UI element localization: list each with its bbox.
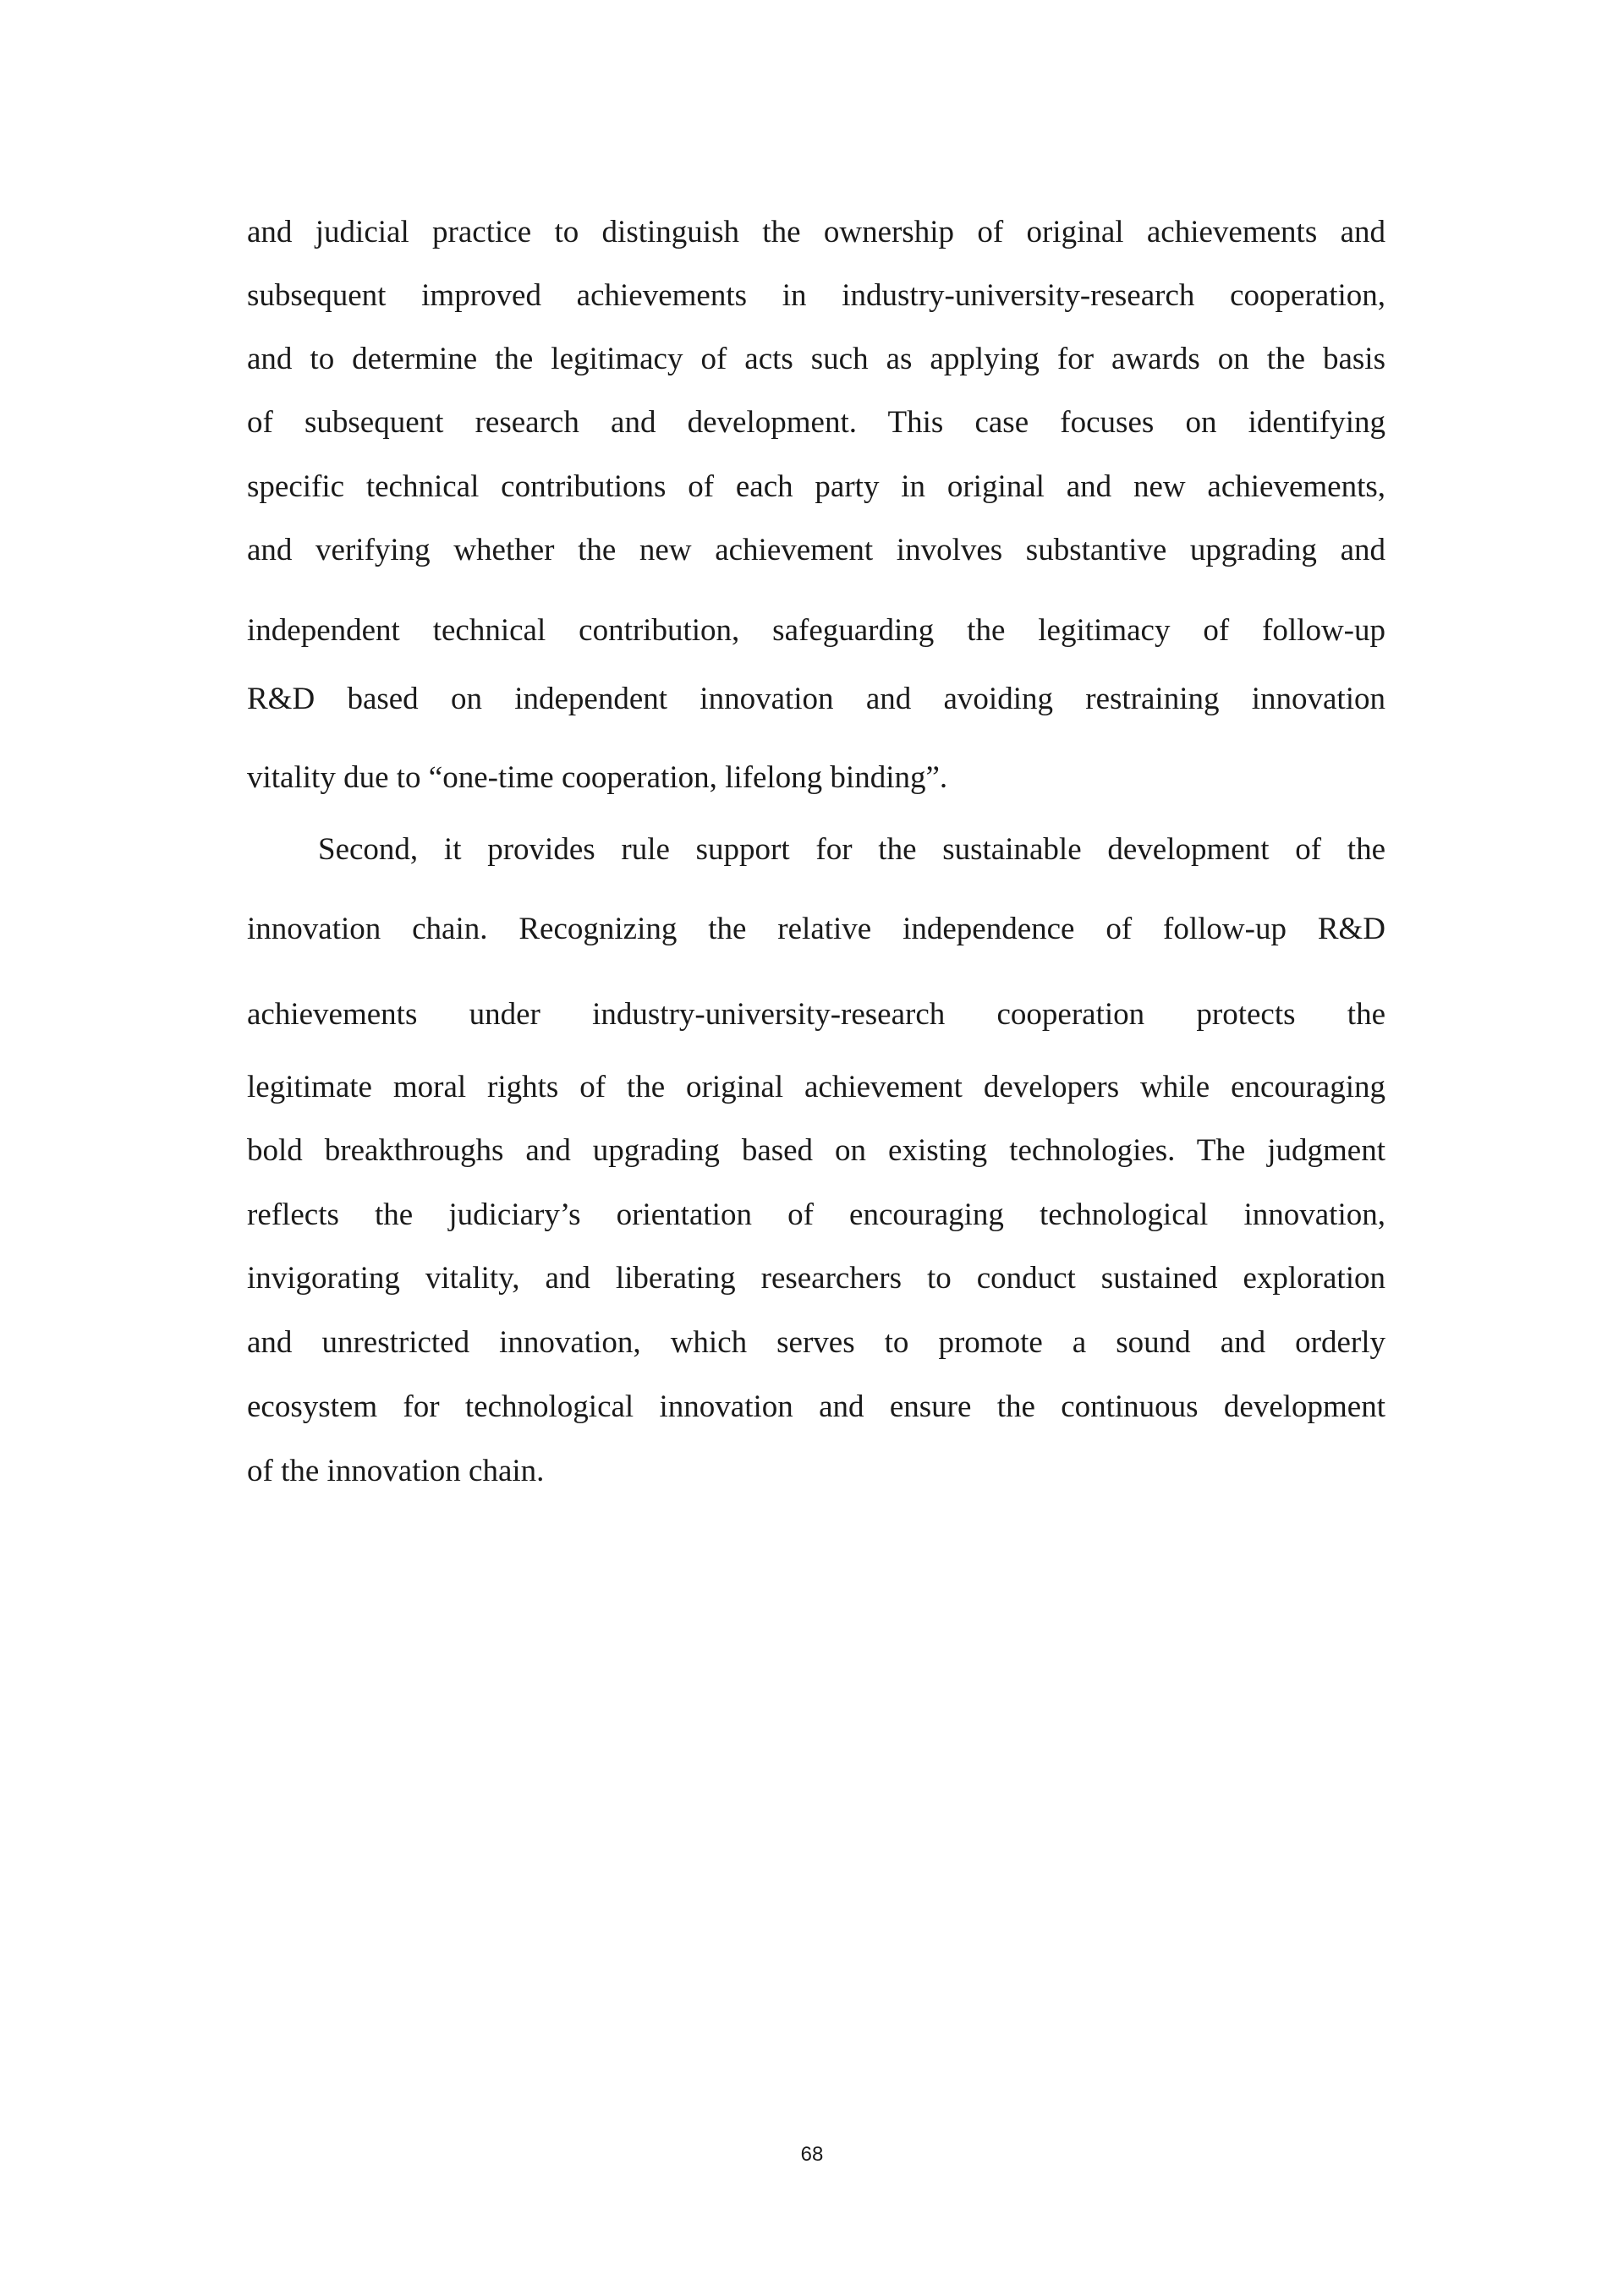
text-line: achievements under industry-university-research cooperation protects the bbox=[247, 997, 1385, 1032]
text-line: legitimate moral rights of the original achievement developers while encouraging bbox=[247, 1070, 1385, 1104]
text-line: of the innovation chain. bbox=[247, 1454, 545, 1488]
text-line: vitality due to “one-time cooperation, lifelong binding”. bbox=[247, 760, 948, 795]
text-line: and to determine the legitimacy of acts such as applying for awards on the basis bbox=[247, 342, 1385, 376]
text-line: Second, it provides rule support for the sustainable development of the bbox=[318, 832, 1385, 867]
text-line: and verifying whether the new achievement involves substantive upgrading and bbox=[247, 533, 1385, 567]
text-line: R&D based on independent innovation and avoiding restraining innovation bbox=[247, 682, 1385, 716]
text-line: reflects the judiciary’s orientation of encouraging technological innovation, bbox=[247, 1197, 1385, 1232]
page-number: 68 bbox=[800, 2143, 824, 2166]
text-line: innovation chain. Recognizing the relative independence of follow-up R&D bbox=[247, 912, 1385, 946]
text-line: and judicial practice to distinguish the ownership of original achievements and bbox=[247, 215, 1385, 249]
text-line: bold breakthroughs and upgrading based on existing technologies. The judgment bbox=[247, 1133, 1385, 1168]
text-line: and unrestricted innovation, which serves to promote a sound and orderly bbox=[247, 1325, 1385, 1360]
text-line: of subsequent research and development. This case focuses on identifying bbox=[247, 405, 1385, 440]
text-line: specific technical contributions of each party in original and new achievements, bbox=[247, 469, 1385, 504]
text-line: ecosystem for technological innovation and ensure the continuous development bbox=[247, 1389, 1385, 1424]
text-line: invigorating vitality, and liberating researchers to conduct sustained exploration bbox=[247, 1261, 1385, 1296]
text-line: independent technical contribution, safeguarding the legitimacy of follow-up bbox=[247, 613, 1385, 648]
text-line: subsequent improved achievements in industry-university-research cooperation, bbox=[247, 278, 1385, 313]
